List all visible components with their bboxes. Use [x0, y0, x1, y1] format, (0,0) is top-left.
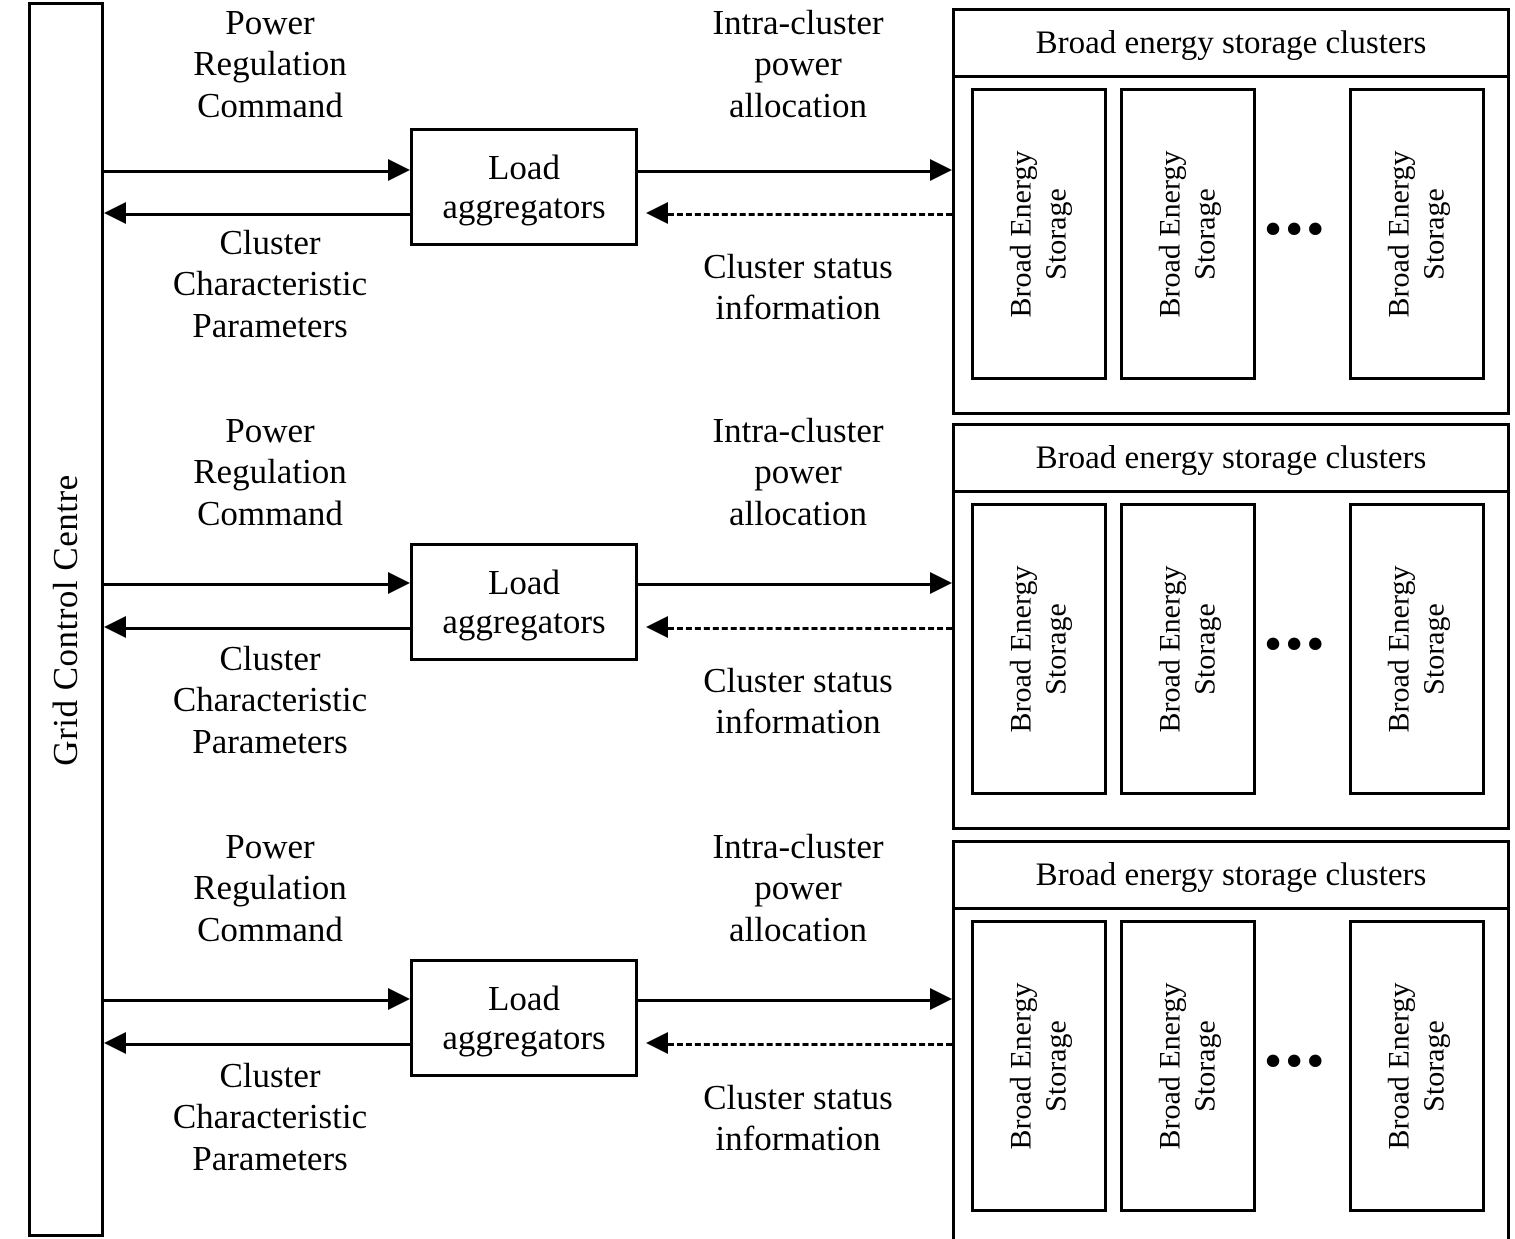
arrow-head-command-1 — [388, 159, 410, 181]
storage-unit-label: Broad Energy Storage — [1382, 982, 1450, 1150]
broad-energy-storage-cluster-2 — [952, 423, 1510, 830]
cluster-characteristic-parameters-label-2: Cluster Characteristic Parameters — [172, 639, 368, 761]
arrow-head-allocation-1 — [930, 159, 952, 181]
storage-unit-1-2[interactable] — [1120, 88, 1256, 380]
arrow-line-command-3 — [104, 999, 388, 1002]
broad-energy-storage-cluster-1 — [952, 8, 1510, 415]
arrow-head-parameters-3 — [104, 1032, 126, 1054]
power-regulation-command-label-1: Power Regulation Command — [193, 3, 347, 125]
arrow-head-command-3 — [388, 988, 410, 1010]
arrow-head-allocation-3 — [930, 988, 952, 1010]
storage-unit-3-1[interactable] — [971, 920, 1107, 1212]
cluster-body-2 — [955, 493, 1507, 827]
storage-unit-label: Broad Energy Storage — [1153, 150, 1221, 318]
load-aggregators-box-1[interactable]: Load aggregators — [410, 128, 638, 246]
cluster-body-3 — [955, 910, 1507, 1239]
cluster-status-information-label-3: Cluster status information — [703, 1078, 893, 1159]
ellipsis-icon-2: ••• — [1265, 618, 1329, 669]
load-aggregators-box-2[interactable]: Load aggregators — [410, 543, 638, 661]
storage-unit-1-1[interactable] — [971, 88, 1107, 380]
broad-energy-storage-cluster-3 — [952, 840, 1510, 1239]
arrow-head-parameters-2 — [104, 616, 126, 638]
power-regulation-command-label-3: Power Regulation Command — [193, 827, 347, 949]
storage-unit-1-3[interactable] — [1349, 88, 1485, 380]
load-aggregators-box-3[interactable]: Load aggregators — [410, 959, 638, 1077]
arrow-head-status-1 — [646, 202, 668, 224]
intra-cluster-power-allocation-label-2: Intra-cluster power allocation — [712, 411, 884, 533]
ellipsis-icon-3: ••• — [1265, 1035, 1329, 1086]
storage-unit-label: Broad Energy Storage — [1004, 565, 1072, 733]
storage-unit-3-3[interactable] — [1349, 920, 1485, 1212]
storage-unit-label: Broad Energy Storage — [1004, 982, 1072, 1150]
arrow-line-allocation-2 — [638, 583, 932, 586]
storage-unit-label: Broad Energy Storage — [1153, 982, 1221, 1150]
storage-unit-2-3[interactable] — [1349, 503, 1485, 795]
cluster-body-1 — [955, 78, 1507, 412]
cluster-title-2: Broad energy storage clusters — [955, 426, 1507, 493]
cluster-characteristic-parameters-label-3: Cluster Characteristic Parameters — [172, 1056, 368, 1178]
storage-unit-3-2[interactable] — [1120, 920, 1256, 1212]
storage-unit-2-2[interactable] — [1120, 503, 1256, 795]
intra-cluster-power-allocation-label-1: Intra-cluster power allocation — [712, 3, 884, 125]
storage-unit-2-1[interactable] — [971, 503, 1107, 795]
arrow-line-command-2 — [104, 583, 388, 586]
storage-unit-label: Broad Energy Storage — [1004, 150, 1072, 318]
arrow-line-parameters-3 — [126, 1043, 410, 1046]
storage-unit-label: Broad Energy Storage — [1382, 150, 1450, 318]
grid-control-centre-label: Grid Control Centre — [46, 473, 85, 766]
storage-unit-label: Broad Energy Storage — [1382, 565, 1450, 733]
intra-cluster-power-allocation-label-3: Intra-cluster power allocation — [712, 827, 884, 949]
arrow-line-status-2 — [668, 627, 952, 630]
storage-unit-label: Broad Energy Storage — [1153, 565, 1221, 733]
cluster-status-information-label-2: Cluster status information — [703, 661, 893, 742]
arrow-line-parameters-2 — [126, 627, 410, 630]
cluster-title-1: Broad energy storage clusters — [955, 11, 1507, 78]
arrow-head-status-3 — [646, 1032, 668, 1054]
arrow-head-status-2 — [646, 616, 668, 638]
arrow-line-status-1 — [668, 213, 952, 216]
arrow-line-status-3 — [668, 1043, 952, 1046]
grid-control-centre-block — [28, 2, 104, 1237]
arrow-line-parameters-1 — [126, 213, 410, 216]
arrow-head-parameters-1 — [104, 202, 126, 224]
cluster-characteristic-parameters-label-1: Cluster Characteristic Parameters — [172, 223, 368, 345]
cluster-title-3: Broad energy storage clusters — [955, 843, 1507, 910]
cluster-status-information-label-1: Cluster status information — [703, 247, 893, 328]
arrow-head-command-2 — [388, 572, 410, 594]
arrow-line-command-1 — [104, 170, 388, 173]
arrow-line-allocation-3 — [638, 999, 932, 1002]
arrow-head-allocation-2 — [930, 572, 952, 594]
ellipsis-icon-1: ••• — [1265, 203, 1329, 254]
power-regulation-command-label-2: Power Regulation Command — [193, 411, 347, 533]
arrow-line-allocation-1 — [638, 170, 932, 173]
